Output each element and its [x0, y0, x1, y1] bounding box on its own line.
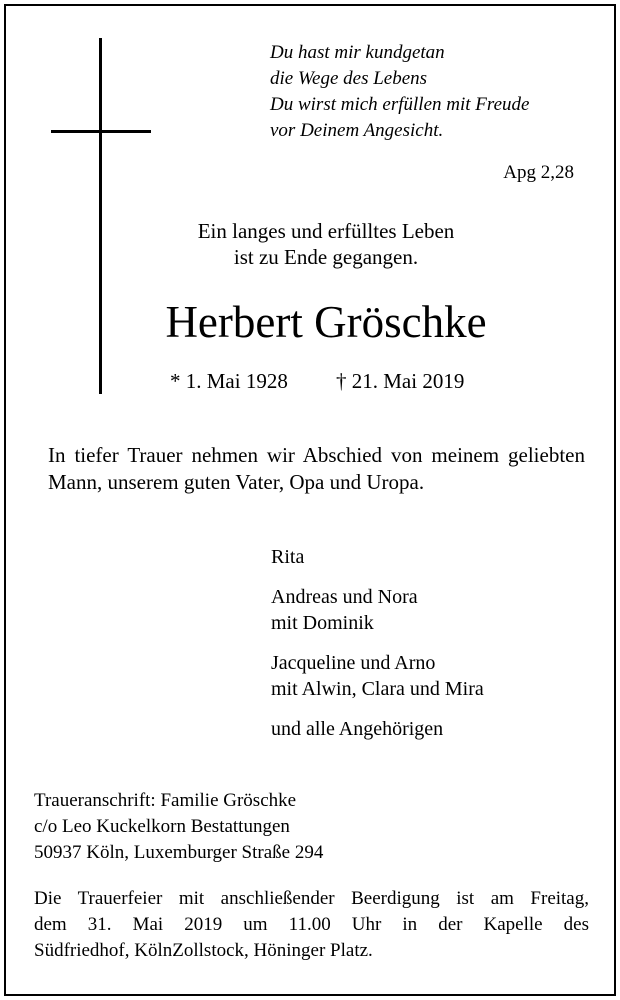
address-line: Traueranschrift: Familie Gröschke [34, 790, 297, 811]
mourner-line: mit Dominik [271, 612, 374, 634]
mourner-line: und alle Angehörigen [271, 718, 444, 740]
verse-line: Du wirst mich erfüllen mit Freude [270, 94, 530, 115]
mourner-entry [271, 584, 484, 636]
funeral-line: dem 31. Mai 2019 um 11.00 Uhr in der Kapelle des [34, 914, 589, 935]
verse-line: die Wege des Lebens [270, 68, 428, 89]
mourner-entry [271, 544, 484, 570]
mourner-line: Jacqueline und Arno [271, 652, 436, 674]
intro-line: Ein langes und erfülltes Leben [197, 219, 455, 243]
birth-date: * 1. Mai 1928 [170, 369, 288, 393]
cross-icon [99, 38, 102, 394]
verse-reference: Apg 2,28 [503, 162, 574, 183]
address-line: c/o Leo Kuckelkorn Bestattungen [34, 816, 290, 837]
deceased-name: Herbert Gröschke [165, 297, 487, 347]
intro-text [156, 218, 496, 270]
cross-icon-bar [51, 130, 151, 133]
verse-line: vor Deinem Angesicht. [270, 120, 444, 141]
mourner-line: Andreas und Nora [271, 586, 418, 608]
funeral-details [34, 886, 589, 964]
mourning-address [34, 788, 323, 866]
mourner-entry [271, 716, 484, 742]
funeral-line: Die Trauerfeier mit anschließender Beerdigung ist am Freitag, [34, 888, 589, 909]
farewell-message: In tiefer Trauer nehmen wir Abschied von meinem geliebten Mann, unserem guten Vater, Opa und Uropa. [48, 443, 585, 494]
mourner-entry [271, 650, 484, 702]
address-line: 50937 Köln, Luxemburger Straße 294 [34, 842, 324, 863]
verse-line: Du hast mir kundgetan [270, 42, 445, 63]
funeral-line: Südfriedhof, KölnZollstock, Höninger Platz. [34, 940, 373, 961]
mourner-line: Rita [271, 546, 305, 568]
bible-verse [270, 40, 590, 144]
intro-line: ist zu Ende gegangen. [233, 245, 419, 269]
mourners-list [271, 544, 484, 756]
death-date: † 21. Mai 2019 [336, 369, 465, 393]
mourner-line: mit Alwin, Clara und Mira [271, 678, 484, 700]
obituary-notice [4, 4, 616, 996]
